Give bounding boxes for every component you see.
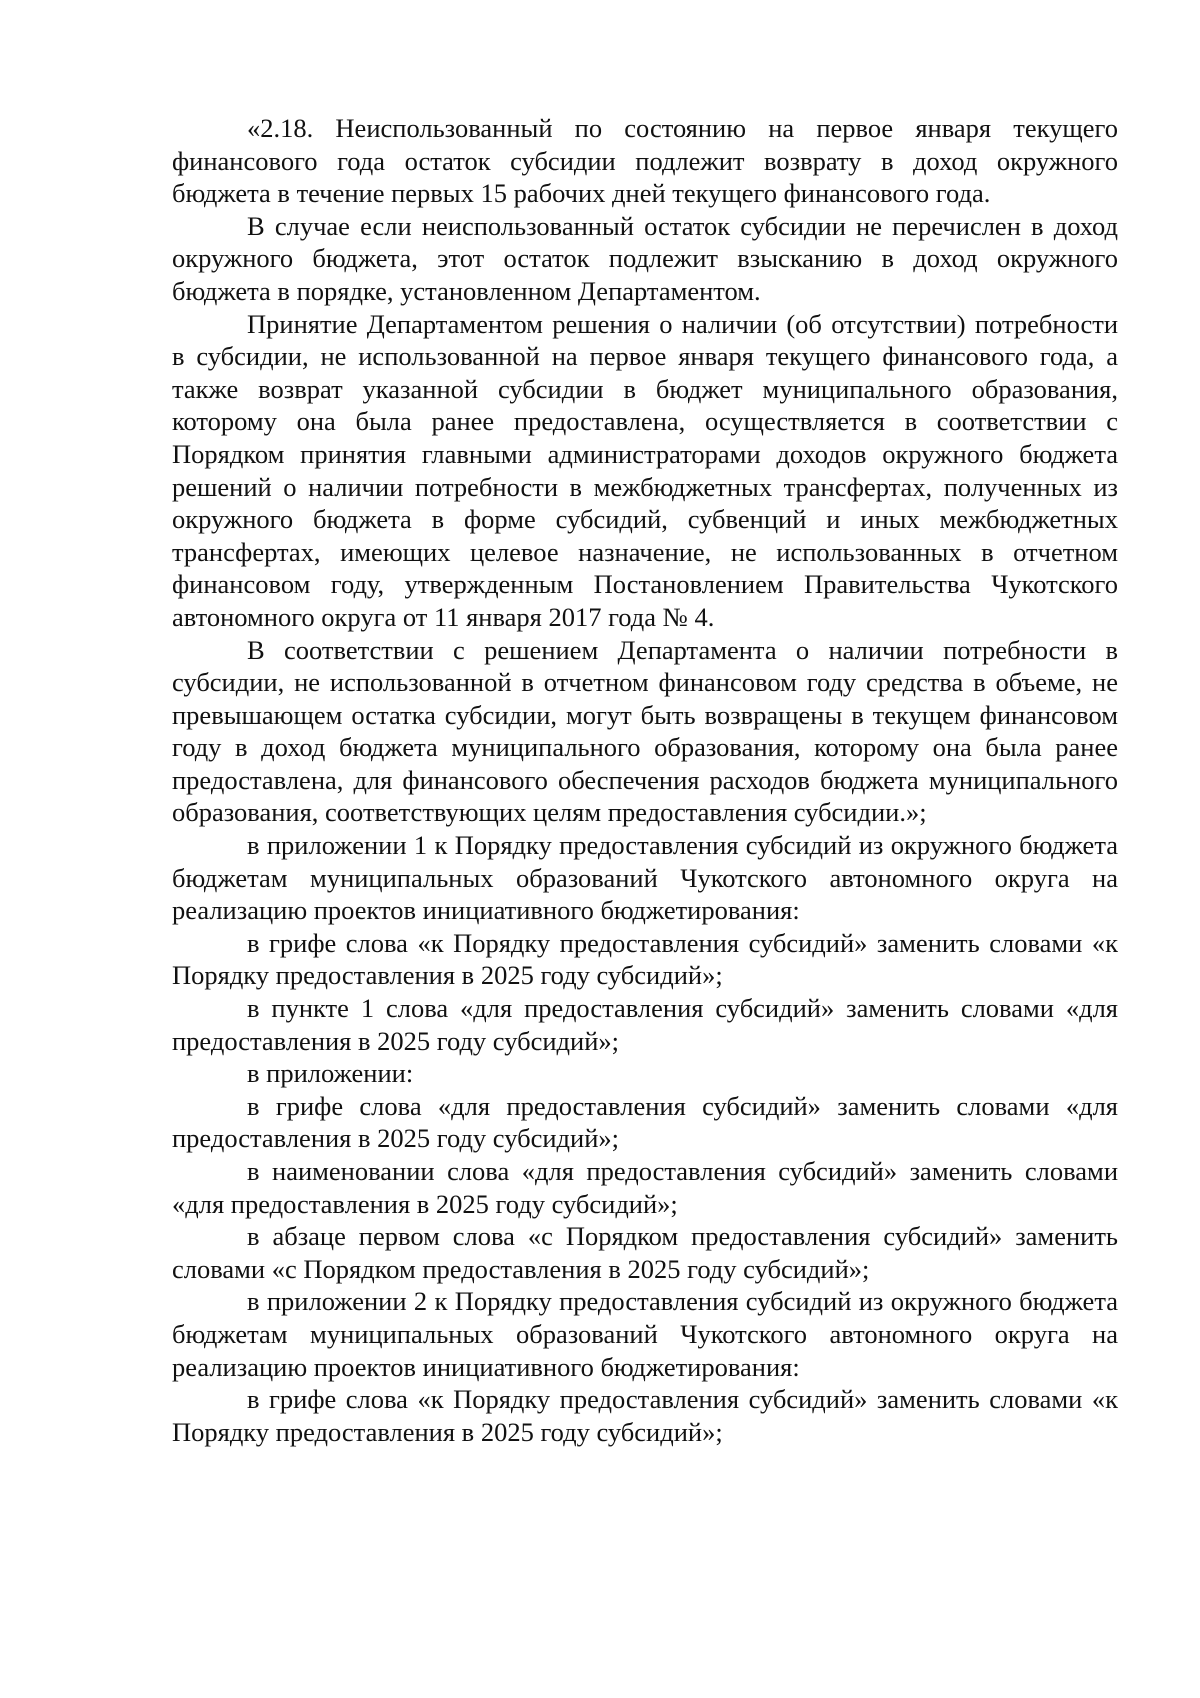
- paragraph-annex-stamp: в грифе слова «для предоставления субсидий» заменить словами «для предоставления в 2025 году субсидий»;: [172, 1090, 1118, 1154]
- paragraph-return-funds: В соответствии с решением Департамента о наличии потребности в субсидии, не использованной в отчетном финансовом году средства в объеме, не превышающем остатка субсидии, могут быть возвращены в текущем финансовом году в доход бюджета муниципального образования, которому она была ранее предоставлена, для финансового обеспечения расходов бюджета муниципального образования, соответствующих целям предоставления субсидии.»;: [172, 634, 1118, 828]
- paragraph-decision-need: Принятие Департаментом решения о наличии (об отсутствии) потребности в субсидии, не использованной на первое января текущего финансового года, а также возврат указанной субсидии в бюджет муниципального образования, которому она была ранее предоставлена, осуществляется в соответствии с Порядком принятия главными администраторами доходов окружного бюджета решений о наличии потребности в межбюджетных трансфертах, полученных из окружного бюджета в форме субсидий, субвенций и иных межбюджетных трансфертах, имеющих целевое назначение, не использованных в отчетном финансовом году, утвержденным Постановлением Правительства Чукотского автономного округа от 11 января 2017 года № 4.: [172, 308, 1118, 632]
- paragraph-appendix-1-item-1: в пункте 1 слова «для предоставления субсидий» заменить словами «для предоставления в 2025 году субсидий»;: [172, 993, 1118, 1056]
- paragraph-in-annex: в приложении:: [247, 1058, 414, 1089]
- paragraph-appendix-2-stamp: в грифе слова «к Порядку предоставления субсидий» заменить словами «к Порядку предоставления в 2025 году субсидий»;: [172, 1384, 1118, 1447]
- document-body: [172, 112, 1118, 1448]
- paragraph-appendix-1: в приложении 1 к Порядку предоставления субсидий из окружного бюджета бюджетам муниципальных образований Чукотского автономного округа на реализацию проектов инициативного бюджетирования:: [172, 830, 1118, 926]
- paragraph-annex-first-para: в абзаце первом слова «с Порядком предоставления субсидий» заменить словами «с Порядком предоставления в 2025 году субсидий»;: [172, 1221, 1118, 1284]
- paragraph-2-18: «2.18. Неиспользованный по состоянию на первое января текущего финансового года остаток субсидии подлежит возврату в доход окружного бюджета в течение первых 15 рабочих дней текущего финансового года.: [172, 113, 1118, 209]
- paragraph-annex-title: в наименовании слова «для предоставления субсидий» заменить словами «для предоставления в 2025 году субсидий»;: [172, 1156, 1118, 1219]
- paragraph-appendix-1-stamp: в грифе слова «к Порядку предоставления субсидий» заменить словами «к Порядку предоставления в 2025 году субсидий»;: [172, 927, 1118, 991]
- paragraph-appendix-2: в приложении 2 к Порядку предоставления субсидий из окружного бюджета бюджетам муниципальных образований Чукотского автономного округа на реализацию проектов инициативного бюджетирования:: [172, 1286, 1118, 1382]
- paragraph-recovery: В случае если неиспользованный остаток субсидии не перечислен в доход окружного бюджета, этот остаток подлежит взысканию в доход окружного бюджета в порядке, установленном Департаментом.: [172, 210, 1118, 306]
